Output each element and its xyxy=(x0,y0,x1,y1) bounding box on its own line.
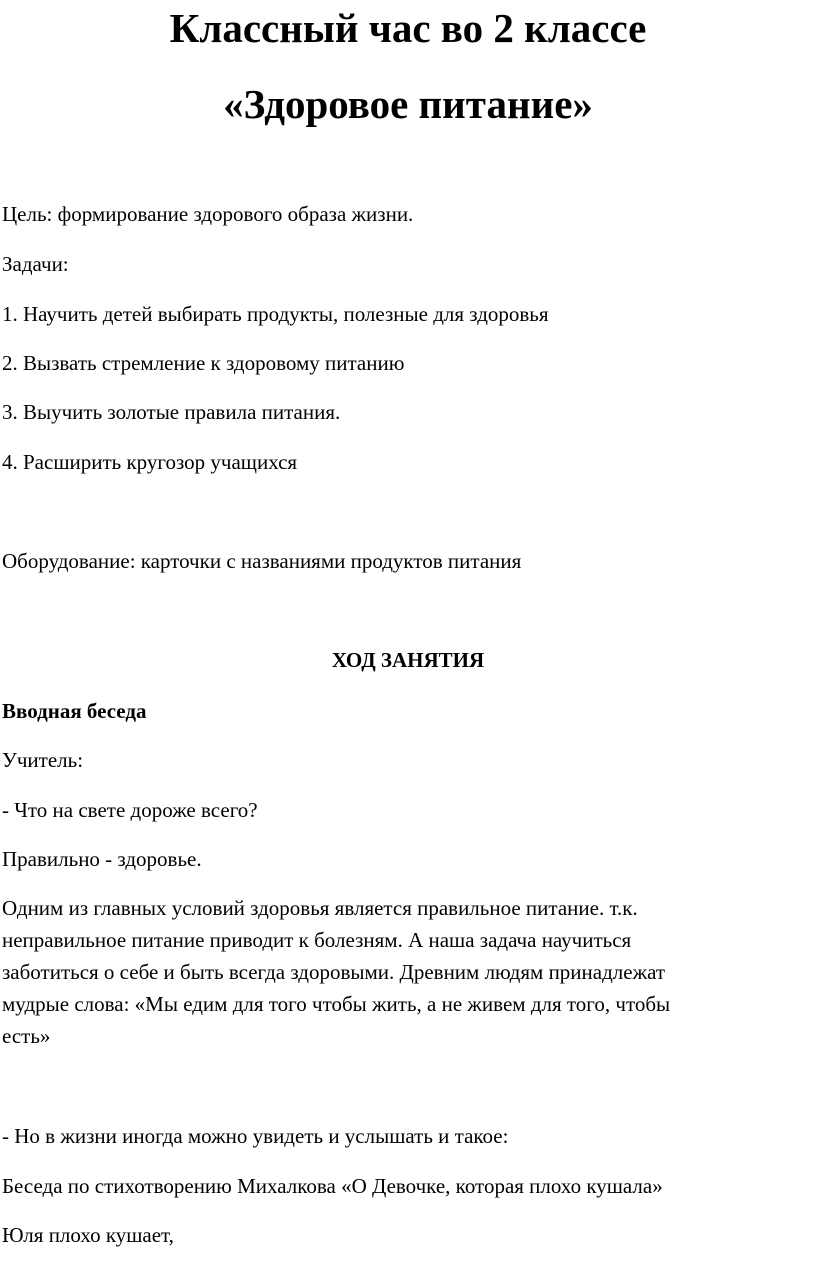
title-line-2: «Здоровое питание» xyxy=(223,81,593,127)
paragraph-line: Одним из главных условий здоровья является правильное питание. т.к. xyxy=(2,896,638,920)
poem-first-line: Юля плохо кушает, xyxy=(2,1223,174,1247)
equipment-text: Оборудование: карточки с названиями продуктов питания xyxy=(2,549,522,573)
answer-text: Правильно - здоровье. xyxy=(2,847,202,871)
paragraph-line: есть» xyxy=(2,1024,51,1048)
paragraph-line: заботиться о себе и быть всегда здоровыми. Древним людям принадлежат xyxy=(2,960,666,984)
subsection-heading: Вводная беседа xyxy=(2,699,147,723)
task-item: 2. Вызвать стремление к здоровому питанию xyxy=(2,351,405,375)
but-line: - Но в жизни иногда можно увидеть и услышать и такое: xyxy=(2,1124,509,1148)
goal-text: Цель: формирование здорового образа жизни. xyxy=(2,202,414,226)
task-item: 1. Научить детей выбирать продукты, полезные для здоровья xyxy=(2,302,549,326)
task-item: 3. Выучить золотые правила питания. xyxy=(2,400,341,424)
teacher-label: Учитель: xyxy=(2,748,84,772)
title-line-1: Классный час во 2 классе xyxy=(169,5,647,51)
task-item: 4. Расширить кругозор учащихся xyxy=(2,450,298,474)
poem-intro: Беседа по стихотворению Михалкова «О Девочке, которая плохо кушала» xyxy=(2,1174,663,1198)
paragraph-line: неправильное питание приводит к болезням. А наша задача научиться xyxy=(2,928,632,952)
section-heading: ХОД ЗАНЯТИЯ xyxy=(331,648,485,672)
paragraph-line: мудрые слова: «Мы едим для того чтобы жить, а не живем для того, чтобы xyxy=(2,992,671,1016)
question-text: - Что на свете дороже всего? xyxy=(2,798,258,822)
tasks-label: Задачи: xyxy=(2,252,69,276)
